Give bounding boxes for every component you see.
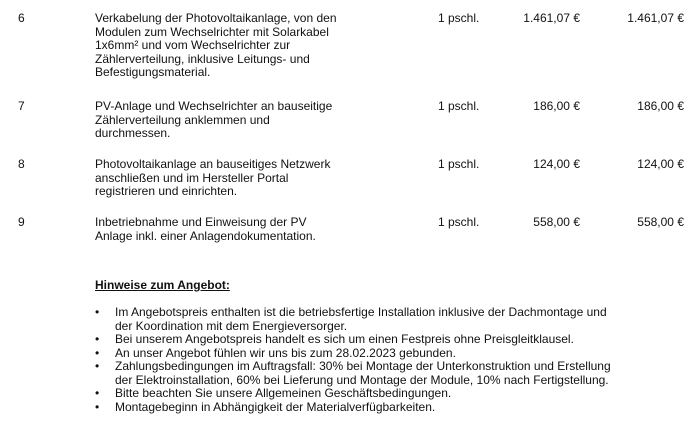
description-line: Verkabelung der Photovoltaikanlage, von den (95, 11, 337, 25)
unit-price: 124,00 € (533, 157, 580, 171)
note-line: Montagebeginn in Abhängigkeit der Materialverfügbarkeiten. (115, 399, 436, 414)
total-price: 124,00 € (637, 157, 684, 171)
unit-price: 558,00 € (533, 215, 580, 229)
position-number: 7 (18, 99, 25, 113)
item-description (95, 12, 395, 80)
description-line: Inbetriebnahme und Einweisung der PV (95, 215, 307, 229)
quantity: 1 pschl. (438, 99, 480, 113)
unit-price: 1.461,07 € (523, 11, 580, 25)
position-number: 9 (18, 215, 25, 229)
position-number: 8 (18, 157, 25, 171)
note-line: Bitte beachten Sie unsere Allgemeinen Geschäftsbedingungen. (115, 386, 452, 400)
bullet-icon: • (95, 305, 100, 319)
item-description (95, 158, 395, 199)
description-line: durchmessen. (95, 126, 171, 140)
description-line: anschließen und im Hersteller Portal (95, 170, 289, 185)
description-line: Anlage inkl. einer Anlagendokumentation. (95, 228, 316, 243)
list-item (95, 306, 685, 333)
total-price: 558,00 € (637, 215, 684, 229)
description-line: Modulen zum Wechselrichter mit Solarkabel (95, 24, 329, 39)
quantity: 1 pschl. (438, 157, 480, 171)
note-line: Bei unserem Angebotspreis handelt es sich um einen Festpreis ohne Preisgleitklausel. (115, 332, 574, 346)
position-number: 6 (18, 11, 25, 25)
list-item (95, 333, 685, 347)
notes-list (95, 306, 685, 414)
description-line: Zählerverteilung anklemmen und (95, 112, 270, 127)
total-price: 186,00 € (637, 99, 684, 113)
total-price: 1.461,07 € (627, 11, 684, 25)
note-line: An unser Angebot fühlen wir uns bis zum 28.02.2023 gebunden. (115, 345, 456, 360)
item-description (95, 216, 395, 243)
list-item (95, 360, 685, 387)
quantity: 1 pschl. (438, 11, 480, 25)
description-line: 1x6mm² und vom Wechselrichter zur (95, 38, 291, 52)
description-line: registrieren und einrichten. (95, 184, 238, 198)
note-line: Im Angebotspreis enthalten ist die betriebsfertige Installation inklusive der Dachmontage und (115, 305, 607, 319)
notes-heading: Hinweise zum Angebot: (95, 278, 230, 292)
bullet-icon: • (95, 359, 100, 373)
bullet-icon: • (95, 399, 100, 414)
description-line: Zählerverteilung, inklusive Leitungs- und (95, 51, 310, 66)
list-item (95, 387, 685, 401)
note-line: Zahlungsbedingungen im Auftragsfall: 30% bei Montage der Unterkonstruktion und Erstellung (115, 359, 611, 373)
list-item (95, 401, 685, 415)
unit-price: 186,00 € (533, 99, 580, 113)
note-line: der Koordination mit dem Energieversorger. (115, 318, 348, 333)
item-description (95, 100, 395, 141)
bullet-icon: • (95, 332, 100, 346)
description-line: PV-Anlage und Wechselrichter an bauseitige (95, 99, 333, 113)
description-line: Photovoltaikanlage an bauseitiges Netzwerk (95, 157, 331, 171)
quantity: 1 pschl. (438, 215, 480, 229)
bullet-icon: • (95, 386, 100, 400)
list-item (95, 347, 685, 361)
description-line: Befestigungsmaterial. (95, 65, 211, 79)
note-line: der Elektroinstallation, 60% bei Lieferung und Montage der Module, 10% nach Fertigstellung. (115, 372, 609, 387)
bullet-icon: • (95, 345, 100, 360)
